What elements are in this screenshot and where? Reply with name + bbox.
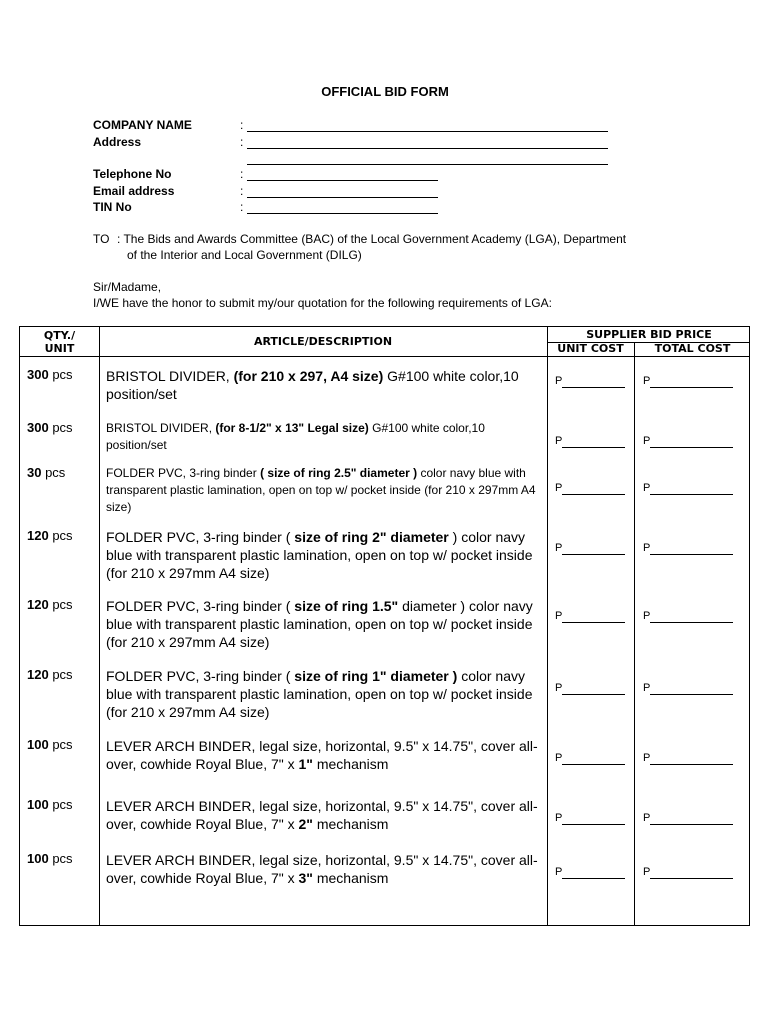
desc-bold: size of ring 1.5" bbox=[294, 598, 399, 614]
email-field[interactable] bbox=[247, 197, 438, 198]
peso-prefix: P bbox=[555, 610, 563, 622]
price-blank[interactable] bbox=[650, 542, 733, 555]
total-cost-field[interactable] bbox=[643, 375, 733, 388]
desc-bold: 3" bbox=[298, 870, 313, 886]
total-cost-field[interactable] bbox=[643, 682, 733, 695]
qty-value: 120 bbox=[27, 597, 49, 612]
peso-prefix: P bbox=[555, 375, 563, 387]
peso-prefix: P bbox=[555, 542, 563, 554]
desc-text: BRISTOL DIVIDER, bbox=[106, 421, 216, 435]
to-line-1: : The Bids and Awards Committee (BAC) of the Local Government Academy (LGA), Department bbox=[117, 232, 627, 246]
peso-prefix: P bbox=[643, 682, 651, 694]
salutation: Sir/Madame, bbox=[93, 280, 162, 294]
colon: : bbox=[240, 200, 244, 214]
peso-prefix: P bbox=[643, 435, 651, 447]
unit-cost-field[interactable] bbox=[555, 435, 625, 448]
total-cost-field[interactable] bbox=[643, 610, 733, 623]
desc-text: mechanism bbox=[312, 870, 389, 886]
desc-bold: 2" bbox=[298, 816, 313, 832]
colon: : bbox=[240, 118, 244, 132]
unit-cost-field[interactable] bbox=[555, 375, 625, 388]
desc-text: FOLDER PVC, 3-ring binder bbox=[106, 466, 261, 480]
desc-bold: size of ring 2" diameter bbox=[294, 529, 449, 545]
unit-value: pcs bbox=[48, 797, 73, 812]
peso-prefix: P bbox=[555, 482, 563, 494]
price-blank[interactable] bbox=[650, 375, 733, 388]
telephone-field[interactable] bbox=[247, 180, 438, 181]
unit-cost-field[interactable] bbox=[555, 866, 625, 879]
desc-text: ) color navy blue with transparent plastic lamination, open on top w/ pocket inside (for 210 x 297mm A4 size) bbox=[106, 529, 533, 581]
peso-prefix: P bbox=[643, 482, 651, 494]
qty-value: 120 bbox=[27, 528, 49, 543]
desc-text: FOLDER PVC, 3-ring binder ( bbox=[106, 668, 295, 684]
qty-value: 100 bbox=[27, 737, 49, 752]
article-description bbox=[106, 367, 538, 403]
tin-field[interactable] bbox=[247, 213, 438, 214]
address-label: Address bbox=[93, 135, 142, 149]
peso-prefix: P bbox=[643, 542, 651, 554]
price-blank[interactable] bbox=[650, 812, 733, 825]
desc-text: mechanism bbox=[312, 756, 389, 772]
article-description bbox=[106, 465, 538, 516]
unit-value: pcs bbox=[48, 667, 73, 682]
unit-value: pcs bbox=[48, 420, 73, 435]
qty-value: 100 bbox=[27, 851, 49, 866]
telephone-label: Telephone No bbox=[93, 167, 172, 181]
price-blank[interactable] bbox=[650, 610, 733, 623]
price-blank[interactable] bbox=[562, 482, 625, 495]
unit-cost-header: UNIT COST bbox=[557, 342, 624, 355]
desc-text: LEVER ARCH BINDER, legal size, horizontal, 9.5" x 14.75", cover all-over, cowhide Royal Blue, 7" x bbox=[106, 798, 538, 832]
company-name-field[interactable] bbox=[247, 131, 608, 132]
article-description bbox=[106, 667, 538, 721]
price-blank[interactable] bbox=[562, 610, 625, 623]
email-label: Email address bbox=[93, 184, 175, 198]
peso-prefix: P bbox=[555, 752, 563, 764]
to-prefix: TO bbox=[93, 232, 110, 246]
qty-value: 300 bbox=[27, 420, 49, 435]
unit-cost-field[interactable] bbox=[555, 752, 625, 765]
company-name-label: COMPANY NAME bbox=[93, 118, 192, 132]
qty-cell bbox=[27, 797, 73, 812]
colon: : bbox=[240, 184, 244, 198]
article-description bbox=[106, 797, 538, 833]
qty-value: 120 bbox=[27, 667, 49, 682]
unit-cost-field[interactable] bbox=[555, 610, 625, 623]
price-blank[interactable] bbox=[562, 752, 625, 765]
address-field[interactable] bbox=[247, 148, 608, 149]
desc-bold: ( size of ring 2.5" diameter ) bbox=[260, 466, 418, 480]
price-blank[interactable] bbox=[562, 812, 625, 825]
peso-prefix: P bbox=[643, 752, 651, 764]
colon: : bbox=[240, 135, 244, 149]
desc-bold: (for 210 x 297, A4 size) bbox=[233, 368, 384, 384]
desc-bold: (for 8-1/2" x 13" Legal size) bbox=[215, 421, 369, 435]
price-blank[interactable] bbox=[650, 435, 733, 448]
bid-table bbox=[19, 326, 750, 926]
qty-value: 300 bbox=[27, 367, 49, 382]
desc-text: BRISTOL DIVIDER, bbox=[106, 368, 234, 384]
article-description bbox=[106, 851, 538, 887]
price-blank[interactable] bbox=[562, 866, 625, 879]
total-cost-header: TOTAL COST bbox=[654, 342, 731, 355]
unit-value: pcs bbox=[48, 528, 73, 543]
unit-header: UNIT bbox=[44, 342, 75, 355]
unit-cost-field[interactable] bbox=[555, 542, 625, 555]
desc-text: G#100 white color,10 position/set bbox=[106, 368, 519, 402]
unit-cost-field[interactable] bbox=[555, 482, 625, 495]
price-blank[interactable] bbox=[650, 866, 733, 879]
qty-header: QTY./ bbox=[43, 329, 76, 342]
price-blank[interactable] bbox=[562, 542, 625, 555]
total-cost-field[interactable] bbox=[643, 542, 733, 555]
total-cost-field[interactable] bbox=[643, 752, 733, 765]
to-line-2: of the Interior and Local Government (DILG) bbox=[127, 248, 362, 262]
unit-value: pcs bbox=[41, 465, 66, 480]
peso-prefix: P bbox=[643, 866, 651, 878]
desc-text: G#100 white color,10 position/set bbox=[106, 421, 485, 452]
article-description bbox=[106, 597, 538, 651]
desc-text: FOLDER PVC, 3-ring binder ( bbox=[106, 598, 295, 614]
unit-cost-field[interactable] bbox=[555, 812, 625, 825]
desc-bold: 1" bbox=[298, 756, 313, 772]
unit-cost-field[interactable] bbox=[555, 682, 625, 695]
desc-text: mechanism bbox=[312, 816, 389, 832]
unit-value: pcs bbox=[48, 367, 73, 382]
peso-prefix: P bbox=[643, 812, 651, 824]
peso-prefix: P bbox=[555, 812, 563, 824]
total-cost-field[interactable] bbox=[643, 435, 733, 448]
article-description bbox=[106, 528, 538, 582]
intro-text: I/WE have the honor to submit my/our quotation for the following requirements of LGA: bbox=[93, 296, 552, 310]
supplier-bid-price-header: SUPPLIER BID PRICE bbox=[586, 328, 712, 341]
tin-label: TIN No bbox=[93, 200, 132, 214]
unit-value: pcs bbox=[48, 597, 73, 612]
peso-prefix: P bbox=[555, 435, 563, 447]
total-cost-field[interactable] bbox=[643, 482, 733, 495]
qty-value: 30 bbox=[27, 465, 42, 480]
unit-value: pcs bbox=[48, 737, 73, 752]
price-blank[interactable] bbox=[562, 682, 625, 695]
peso-prefix: P bbox=[555, 682, 563, 694]
price-blank[interactable] bbox=[650, 752, 733, 765]
form-title: OFFICIAL BID FORM bbox=[321, 84, 449, 99]
desc-text: LEVER ARCH BINDER, legal size, horizontal, 9.5" x 14.75", cover all-over, cowhide Royal Blue, 7" x bbox=[106, 852, 538, 886]
price-blank[interactable] bbox=[562, 435, 625, 448]
desc-text: color navy blue with transparent plastic lamination, open on top w/ pocket inside (for 210 x 297mm A4 size) bbox=[106, 668, 533, 720]
article-description bbox=[106, 737, 538, 773]
price-blank[interactable] bbox=[650, 682, 733, 695]
peso-prefix: P bbox=[643, 610, 651, 622]
qty-cell bbox=[27, 465, 65, 480]
desc-text: FOLDER PVC, 3-ring binder ( bbox=[106, 529, 295, 545]
qty-cell bbox=[27, 367, 73, 382]
address-field-line2[interactable] bbox=[247, 164, 608, 165]
qty-cell bbox=[27, 737, 73, 752]
peso-prefix: P bbox=[555, 866, 563, 878]
article-header: ARTICLE/DESCRIPTION bbox=[253, 335, 393, 348]
price-blank[interactable] bbox=[650, 482, 733, 495]
qty-cell bbox=[27, 597, 73, 612]
price-blank[interactable] bbox=[562, 375, 625, 388]
total-cost-field[interactable] bbox=[643, 812, 733, 825]
qty-cell bbox=[27, 528, 73, 543]
desc-text: color navy blue with transparent plastic lamination, open on top w/ pocket inside (for 210 x 297mm A4 size) bbox=[106, 466, 536, 514]
total-cost-field[interactable] bbox=[643, 866, 733, 879]
unit-value: pcs bbox=[48, 851, 73, 866]
desc-bold: size of ring 1" diameter ) bbox=[294, 668, 458, 684]
desc-text: LEVER ARCH BINDER, legal size, horizontal, 9.5" x 14.75", cover all-over, cowhide Royal Blue, 7" x bbox=[106, 738, 538, 772]
qty-value: 100 bbox=[27, 797, 49, 812]
desc-text: diameter ) color navy blue with transparent plastic lamination, open on top w/ pocket inside (for 210 x 297mm A4 size) bbox=[106, 598, 533, 650]
qty-cell bbox=[27, 667, 73, 682]
qty-cell bbox=[27, 851, 73, 866]
article-description bbox=[106, 420, 538, 454]
peso-prefix: P bbox=[643, 375, 651, 387]
qty-cell bbox=[27, 420, 73, 435]
colon: : bbox=[240, 167, 244, 181]
